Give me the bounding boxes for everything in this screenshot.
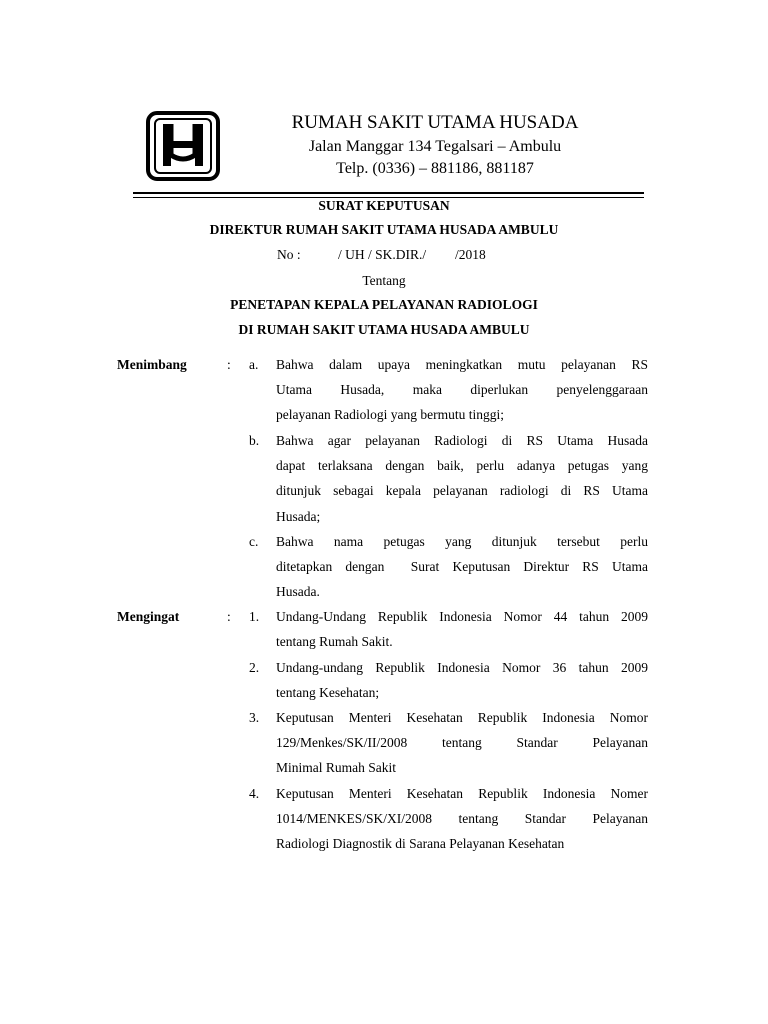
menimbang-a-line-2: Utama Husada, maka diperlukan penyelenggaraan xyxy=(276,382,648,398)
number-value: / UH / SK.DIR./ xyxy=(338,247,427,262)
doc-type: SURAT KEPUTUSAN xyxy=(318,198,450,213)
mengingat-item-3 xyxy=(276,705,648,781)
subject-line-1: PENETAPAN KEPALA PELAYANAN RADIOLOGI xyxy=(230,297,538,312)
menimbang-item-c xyxy=(276,529,648,605)
mengingat-item-1 xyxy=(276,604,648,654)
mengingat-3-line-1: Keputusan Menteri Kesehatan Republik Indonesia Nomor xyxy=(276,710,648,725)
menimbang-b-line-1: Bahwa agar pelayanan Radiologi di RS Utama Husada xyxy=(276,433,648,448)
menimbang-a-line-1: Bahwa dalam upaya meningkatkan mutu pelayanan RS xyxy=(276,357,648,372)
mengingat-marker-1: 1. xyxy=(249,609,260,624)
mengingat-4-line-2: 1014/MENKES/SK/XI/2008 tentang Standar Pelayanan xyxy=(276,811,648,827)
mengingat-3-line-2: 129/Menkes/SK/II/2008 tentang Standar Pelayanan xyxy=(276,735,648,751)
menimbang-a-line-3: pelayanan Radiologi yang bermutu tinggi; xyxy=(276,407,504,423)
subject-line-2: DI RUMAH SAKIT UTAMA HUSADA AMBULU xyxy=(238,322,530,337)
hospital-address: Jalan Manggar 134 Tegalsari – Ambulu xyxy=(308,138,562,155)
number-year: /2018 xyxy=(455,247,486,262)
issuer: DIREKTUR RUMAH SAKIT UTAMA HUSADA AMBULU xyxy=(209,222,559,237)
mengingat-2-line-1: Undang-undang Republik Indonesia Nomor 36 tahun 2009 xyxy=(276,660,648,675)
letterhead-rule-thick xyxy=(133,192,644,194)
mengingat-3-line-3: Minimal Rumah Sakit xyxy=(276,760,396,776)
mengingat-marker-4: 4. xyxy=(249,786,260,801)
menimbang-marker-b: b. xyxy=(249,433,260,448)
mengingat-1-line-1: Undang-Undang Republik Indonesia Nomor 44 tahun 2009 xyxy=(276,609,648,624)
menimbang-b-line-3: ditunjuk sebagai kepala pelayanan radiologi di RS Utama xyxy=(276,483,648,499)
menimbang-marker-c: c. xyxy=(249,534,259,549)
mengingat-4-line-3: Radiologi Diagnostik di Sarana Pelayanan Kesehatan xyxy=(276,836,565,852)
mengingat-colon: : xyxy=(227,609,231,624)
menimbang-label: Menimbang xyxy=(117,357,187,372)
menimbang-c-line-1: Bahwa nama petugas yang ditunjuk tersebut perlu xyxy=(276,534,648,549)
mengingat-item-4 xyxy=(276,781,648,857)
menimbang-colon: : xyxy=(227,357,231,372)
menimbang-c-line-2: ditetapkan dengan Surat Keputusan Direktur RS Utama xyxy=(276,559,648,575)
mengingat-4-line-1: Keputusan Menteri Kesehatan Republik Indonesia Nomer xyxy=(276,786,648,801)
mengingat-marker-3: 3. xyxy=(249,710,260,725)
number-label: No : xyxy=(277,247,301,262)
menimbang-item-a xyxy=(276,352,648,428)
menimbang-b-line-2: dapat terlaksana dengan baik, perlu adanya petugas yang xyxy=(276,458,648,474)
mengingat-label: Mengingat xyxy=(117,609,180,624)
hospital-phone: Telp. (0336) – 881186, 881187 xyxy=(336,160,534,177)
mengingat-marker-2: 2. xyxy=(249,660,260,675)
menimbang-c-line-3: Husada. xyxy=(276,584,320,600)
menimbang-b-line-4: Husada; xyxy=(276,508,321,524)
mengingat-1-line-2: tentang Rumah Sakit. xyxy=(276,634,393,650)
hospital-name: RUMAH SAKIT UTAMA HUSADA xyxy=(291,112,579,133)
mengingat-item-2 xyxy=(276,655,648,705)
about-label: Tentang xyxy=(362,273,406,288)
menimbang-item-b xyxy=(276,428,648,529)
hospital-logo-svg xyxy=(146,111,220,181)
hospital-logo-icon xyxy=(146,111,220,181)
mengingat-2-line-2: tentang Kesehatan; xyxy=(276,685,380,701)
menimbang-marker-a: a. xyxy=(249,357,259,372)
